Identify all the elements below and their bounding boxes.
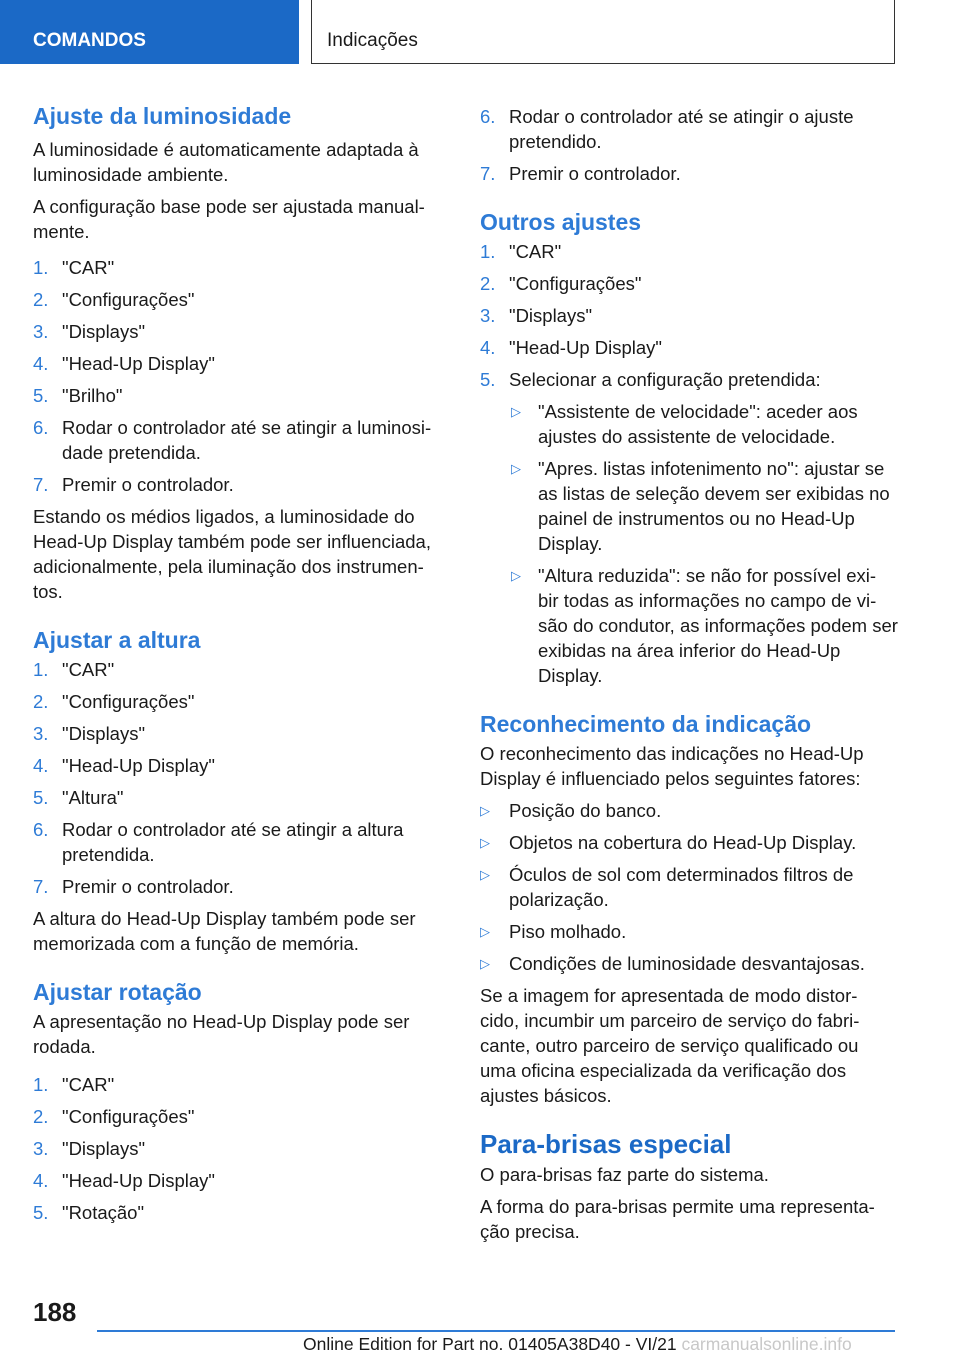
triangle-right-icon: ▷ [511, 404, 521, 419]
right-column [480, 100, 898, 1244]
watermark: carmanualsonline.info [681, 1334, 852, 1354]
list-item: 1. "CAR" [33, 659, 115, 680]
triangle-right-icon: ▷ [480, 956, 490, 971]
list-item: ▷ Óculos de sol com determinados filtros de polarização. [480, 864, 854, 910]
section-tab: COMANDOS [0, 0, 299, 64]
list-item: 5. "Rotação" [33, 1202, 145, 1223]
list-item: 1. "CAR" [33, 257, 115, 278]
sub-list-item: ▷ "Apres. listas infotenimento no": ajustar se as listas de seleção devem ser exibidas no painel de instrumentos ou no Head-Up Display. [511, 458, 890, 554]
list-item: 3. "Displays" [33, 1138, 146, 1159]
list-item: 4. "Head-Up Display" [33, 755, 215, 776]
list-item: 5. "Altura" [33, 787, 124, 808]
page-number: 188 [33, 1297, 77, 1327]
paragraph: A luminosidade é automaticamente adaptada à luminosidade ambiente. [33, 139, 419, 185]
footer-divider [97, 1330, 895, 1332]
list-item: 2. "Configurações" [33, 691, 195, 712]
list-item: 4. "Head-Up Display" [480, 337, 662, 358]
paragraph: A apresentação no Head-Up Display pode ser rodada. [33, 1011, 410, 1057]
list-item: 6. Rodar o controlador até se atingir o ajuste pretendido. [480, 106, 854, 152]
triangle-right-icon: ▷ [511, 568, 521, 583]
triangle-right-icon: ▷ [480, 867, 490, 882]
list-item: 2. "Configurações" [480, 273, 642, 294]
list-item: ▷ Piso molhado. [480, 921, 627, 942]
page-title: Indicações [311, 0, 895, 64]
heading-height: Ajustar a altura [33, 627, 201, 653]
list-item: 2. "Configurações" [33, 289, 195, 310]
heading-rotation: Ajustar rotação [33, 979, 202, 1005]
paragraph: A altura do Head-Up Display também pode ser memorizada com a função de memória. [33, 908, 416, 954]
list-item: ▷ Objetos na cobertura do Head-Up Display. [480, 832, 857, 853]
paragraph: A configuração base pode ser ajustada manual‐ mente. [33, 196, 425, 242]
list-item: 7. Premir o controlador. [33, 474, 234, 495]
paragraph: A forma do para-brisas permite uma representa‐ ção precisa. [480, 1196, 875, 1242]
triangle-right-icon: ▷ [480, 924, 490, 939]
list-item: 1. "CAR" [33, 1074, 115, 1095]
paragraph: O reconhecimento das indicações no Head-Up Display é influenciado pelos seguintes fatores: [480, 743, 864, 789]
heading-special-windshield: Para-brisas especial [480, 1129, 732, 1159]
list-item: ▷ Posição do banco. [480, 800, 662, 821]
footer-edition: Online Edition for Part no. 01405A38D40 - VI/21 carmanualsonline.info [303, 1334, 852, 1354]
heading-other-settings: Outros ajustes [480, 209, 642, 235]
triangle-right-icon: ▷ [480, 803, 490, 818]
left-column [33, 100, 443, 1225]
list-item: 6. Rodar o controlador até se atingir a altura pretendida. [33, 819, 404, 865]
list-item: 7. Premir o controlador. [33, 876, 234, 897]
sub-list-item: ▷ "Assistente de velocidade": aceder aos ajustes do assistente de velocidade. [511, 401, 858, 447]
heading-recognition: Reconhecimento da indicação [480, 711, 812, 737]
sub-list-item: ▷ "Altura reduzida": se não for possível exi‐ bir todas as informações no campo de vi‐ são do condutor, as informações podem ser exibidas na área inferior do Head-Up Display. [511, 565, 898, 686]
paragraph: O para-brisas faz parte do sistema. [480, 1164, 769, 1185]
list-item: 2. "Configurações" [33, 1106, 195, 1127]
list-item: 3. "Displays" [33, 723, 146, 744]
paragraph: Se a imagem for apresentada de modo distor‐ cido, incumbir um parceiro de serviço do fabri‐ cante, outro parceiro de serviço qualificado ou uma oficina especializada da verificação dos ajustes básicos. [480, 985, 860, 1106]
list-item: 1. "CAR" [480, 241, 562, 262]
list-item: ▷ Condições de luminosidade desvantajosas. [480, 953, 865, 974]
triangle-right-icon: ▷ [511, 461, 521, 476]
list-item: 3. "Displays" [480, 305, 593, 326]
triangle-right-icon: ▷ [480, 835, 490, 850]
list-item: 5. Selecionar a configuração pretendida: [480, 369, 821, 390]
list-item: 3. "Displays" [33, 321, 146, 342]
list-item: 5. "Brilho" [33, 385, 123, 406]
list-item: 7. Premir o controlador. [480, 163, 681, 184]
list-item: 6. Rodar o controlador até se atingir a luminosi‐ dade pretendida. [33, 417, 432, 463]
list-item: 4. "Head-Up Display" [33, 1170, 215, 1191]
list-item: 4. "Head-Up Display" [33, 353, 215, 374]
paragraph: Estando os médios ligados, a luminosidade do Head-Up Display também pode ser influenciada, adicionalmente, pela iluminação dos instrumen‐ tos. [33, 506, 431, 602]
heading-brightness: Ajuste da luminosidade [33, 103, 292, 129]
